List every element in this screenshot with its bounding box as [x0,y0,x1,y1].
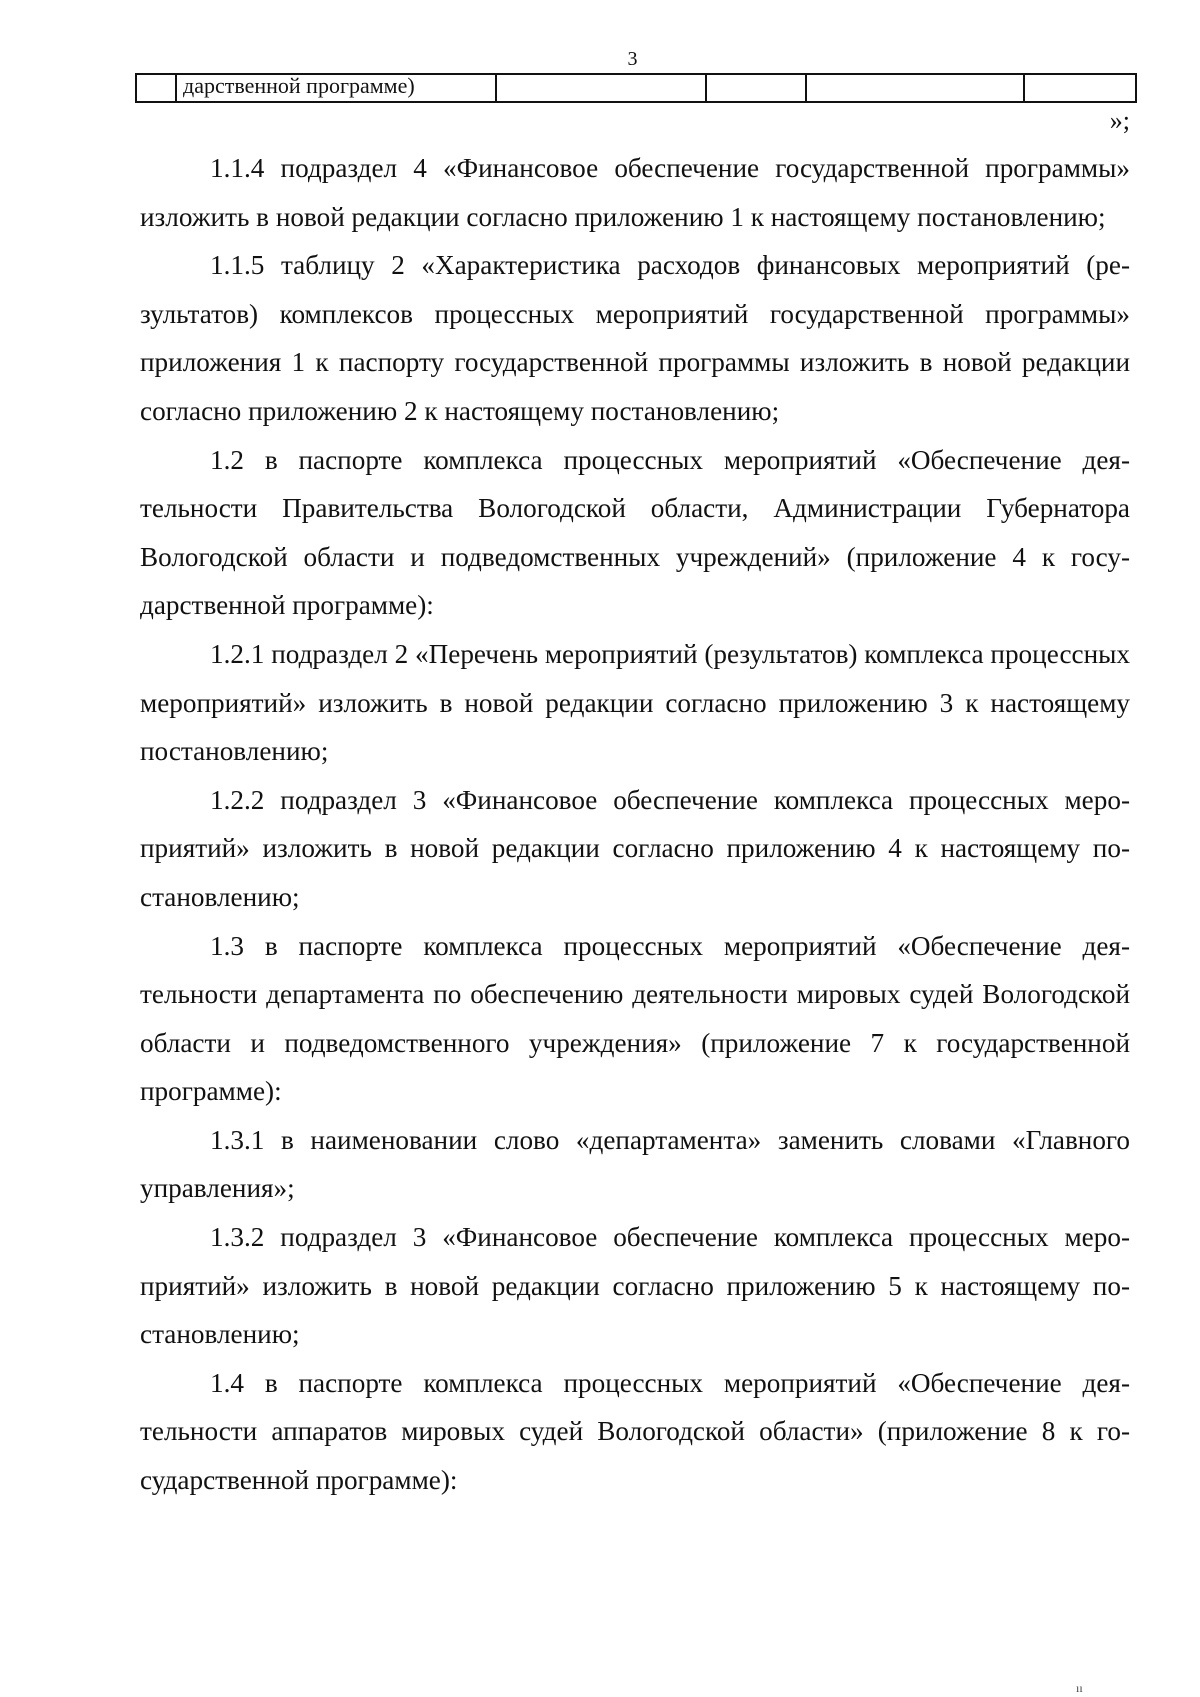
paragraph-1-1-5: 1.1.5 таблицу 2 «Характеристика расходов финансовых мероприятий (результатов) комплексов процессных мероприятий государственной программы» приложения 1 к паспорту государственной программы изложить в новой редакции согласно приложению 2 к настоящему постановлению; [140,250,1130,426]
paragraph-1-3: 1.3 в паспорте комплекса процессных мероприятий «Обеспечение деятельности департамента по обеспечению деятельности мировых судей Вологодской области и подведомственного учреждения» (приложение 7 к государственной программе): [140,930,1130,1107]
paragraph-1-2: 1.2 в паспорте комплекса процессных мероприятий «Обеспечение деятельности Правительства Вологодской области, Администрации Губернатора Вологодской области и подведомственных учреждений» (приложение 4 к государственной программе): [140,444,1130,621]
paragraph-1-3-2: 1.3.2 подраздел 3 «Финансовое обеспечение комплекса процессных мероприятий» изложить в новой редакции согласно приложению 5 к настоящему постановлению; [140,1222,1130,1350]
table-cell [706,74,806,102]
paragraph-1-3-1: 1.3.1 в наименовании слово «департамента» заменить словами «Главного управления»; [140,1124,1130,1204]
continued-table-row [135,73,1137,103]
paragraph-1-2-1: 1.2.1 подраздел 2 «Перечень мероприятий (результатов) комплекса процессных мероприятий» изложить в новой редакции согласно приложению 3 к настоящему постановлению; [140,638,1130,767]
paragraph-1-2-2: 1.2.2 подраздел 3 «Финансовое обеспечение комплекса процессных мероприятий» изложить в новой редакции согласно приложению 4 к настоящему постановлению; [140,784,1130,912]
page-number: 3 [627,48,638,70]
table-row [136,74,1136,102]
paragraph-1-4: 1.4 в паспорте комплекса процессных мероприятий «Обеспечение деятельности аппаратов мировых судей Вологодской области» (приложение 8 к государственной программе): [140,1367,1130,1496]
table-cell [1024,74,1136,102]
table-cell [806,74,1024,102]
document-body [140,144,1130,1505]
table-cell-number [136,74,176,102]
table-cell-name: дарственной программе) [176,74,496,102]
closing-quote-mark: »; [1109,106,1130,135]
table-cell [496,74,706,102]
paragraph-1-1-4: 1.1.4 подраздел 4 «Финансовое обеспечение государственной программы» изложить в новой редакции согласно приложению 1 к настоящему постановлению; [140,153,1130,232]
scan-mark: ıı [1076,1681,1083,1695]
